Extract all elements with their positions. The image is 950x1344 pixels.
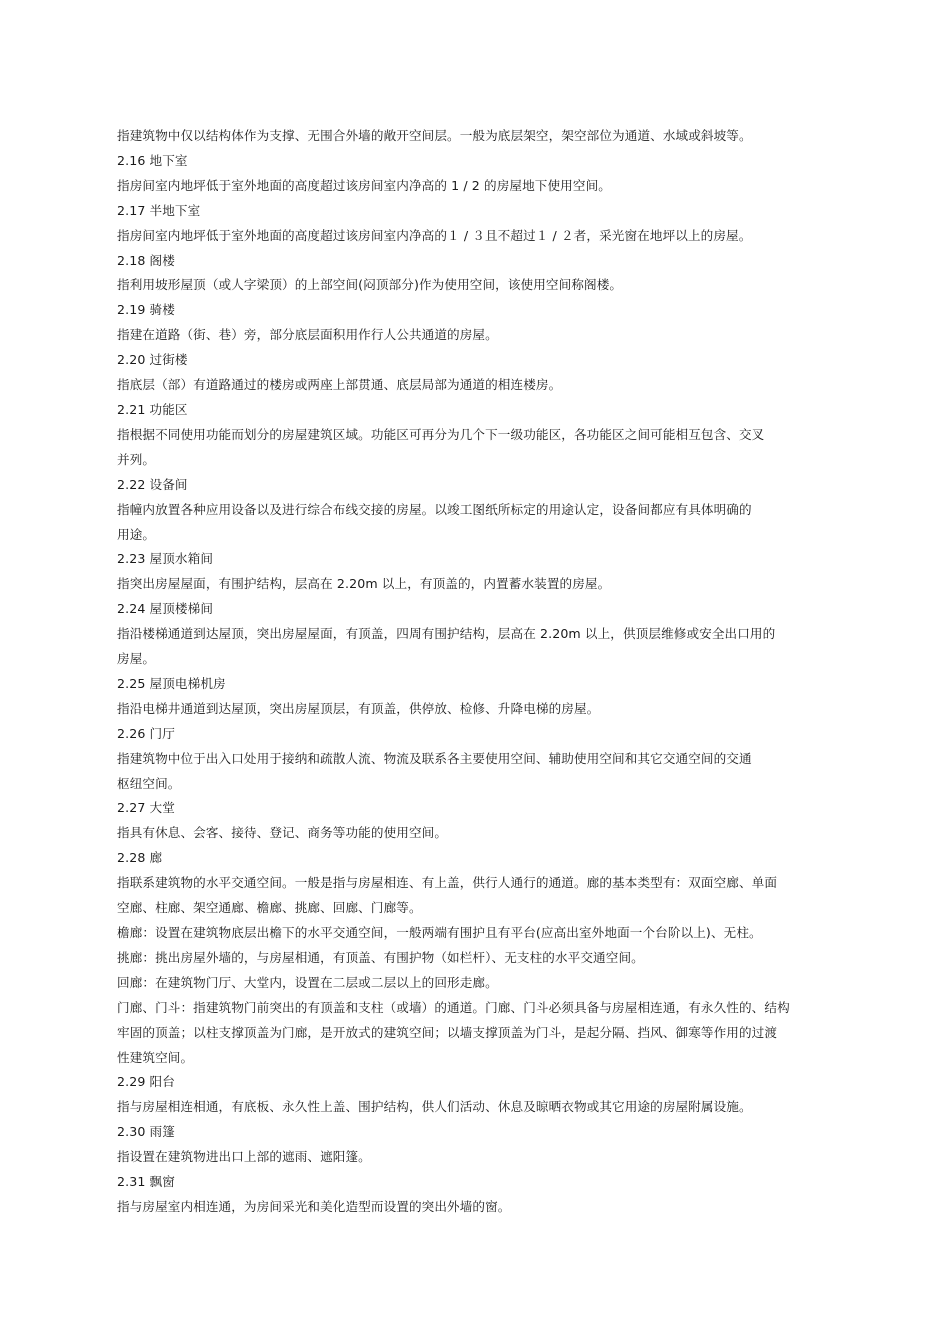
paragraph-line: 指房间室内地坪低于室外地面的高度超过该房间室内净高的１ / ３且不超过１ / ２者，采光窗在地坪以上的房屋。 [117, 227, 752, 243]
paragraph-line: 指底层（部）有道路通过的楼房或两座上部贯通、底层局部为通道的相连楼房。 [117, 377, 562, 393]
section-heading: 2.17 半地下室 [117, 202, 201, 218]
paragraph-line: 指与房屋室内相连通，为房间采光和美化造型而设置的突出外墙的窗。 [117, 1198, 511, 1214]
paragraph-line: 指联系建筑物的水平交通空间。一般是指与房屋相连、有上盖，供行人通行的通道。廊的基本类型有：双面空廊、单面 [117, 875, 778, 891]
section-heading: 2.22 设备间 [117, 476, 188, 492]
paragraph-line: 指房间室内地坪低于室外地面的高度超过该房间室内净高的 1 / 2 的房屋地下使用空间。 [117, 177, 611, 193]
section-heading: 2.31 飘窗 [117, 1174, 175, 1190]
section-heading: 2.23 屋顶水箱间 [117, 551, 214, 567]
section-heading: 2.30 雨篷 [117, 1124, 175, 1140]
paragraph-line: 指幢内放置各种应用设备以及进行综合布线交接的房屋。以竣工图纸所标定的用途认定，设备间都应有具体明确的 [117, 501, 752, 517]
paragraph-line: 空廊、柱廊、架空通廊、檐廊、挑廊、回廊、门廊等。 [117, 900, 422, 916]
paragraph-line: 门廊、门斗：指建筑物门前突出的有顶盖和支柱（或墙）的通道。门廊、门斗必须具备与房屋相连通，有永久性的、结构 [117, 999, 790, 1015]
section-heading: 2.28 廊 [117, 850, 163, 866]
paragraph-line: 回廊：在建筑物门厅、大堂内，设置在二层或二层以上的回形走廊。 [117, 974, 498, 990]
section-heading: 2.19 骑楼 [117, 302, 175, 318]
paragraph-line: 指建筑物中位于出入口处用于接纳和疏散人流、物流及联系各主要使用空间、辅助使用空间和其它交通空间的交通 [117, 750, 752, 766]
paragraph-line: 指根据不同使用功能而划分的房屋建筑区域。功能区可再分为几个下一级功能区，各功能区之间可能相互包含、交叉 [117, 426, 765, 442]
paragraph-line: 檐廊：设置在建筑物底层出檐下的水平交通空间，一般两端有围护且有平台(应高出室外地面一个台阶以上)、无柱。 [117, 925, 762, 940]
section-heading: 2.25 屋顶电梯机房 [117, 675, 226, 691]
paragraph-line: 性建筑空间。 [117, 1049, 194, 1065]
document-body [117, 124, 839, 1220]
paragraph-line: 指沿楼梯通道到达屋顶，突出房屋屋面，有顶盖，四周有围护结构，层高在 2.20m 以上，供顶层维修或安全出口用的 [117, 626, 776, 642]
section-heading: 2.27 大堂 [117, 800, 175, 816]
section-heading: 2.24 屋顶楼梯间 [117, 601, 214, 617]
paragraph-line: 指设置在建筑物进出口上部的遮雨、遮阳篷。 [117, 1149, 371, 1165]
section-heading: 2.26 门厅 [117, 725, 175, 741]
section-heading: 2.29 阳台 [117, 1074, 175, 1090]
section-heading: 2.21 功能区 [117, 401, 188, 417]
paragraph-line: 指具有休息、会客、接待、登记、商务等功能的使用空间。 [117, 825, 448, 841]
paragraph-line: 枢纽空间。 [117, 775, 181, 791]
paragraph-line: 牢固的顶盖；以柱支撑顶盖为门廊，是开放式的建筑空间；以墙支撑顶盖为门斗，是起分隔、挡风、御寒等作用的过渡 [117, 1024, 778, 1040]
paragraph-line: 指建筑物中仅以结构体作为支撑、无围合外墙的敞开空间层。一般为底层架空，架空部位为通道、水域或斜坡等。 [117, 128, 752, 143]
section-heading: 2.18 阁楼 [117, 252, 175, 268]
paragraph-line: 并列。 [117, 451, 156, 467]
paragraph-line: 挑廊：挑出房屋外墙的，与房屋相通，有顶盖、有围护物（如栏杆）、无支柱的水平交通空间。 [117, 949, 644, 965]
section-heading: 2.20 过街楼 [117, 352, 188, 368]
section-heading: 2.16 地下室 [117, 152, 188, 168]
paragraph-line: 房屋。 [117, 651, 156, 667]
paragraph-line: 用途。 [117, 526, 156, 542]
paragraph-line: 指突出房屋屋面，有围护结构，层高在 2.20m 以上，有顶盖的，内置蓄水装置的房屋。 [117, 576, 611, 592]
paragraph-line: 指利用坡形屋顶（或人字梁顶）的上部空间(闷顶部分)作为使用空间，该使用空间称阁楼。 [117, 277, 623, 293]
paragraph-line: 指与房屋相连相通，有底板、永久性上盖、围护结构，供人们活动、休息及晾晒衣物或其它用途的房屋附属设施。 [117, 1099, 752, 1115]
paragraph-line: 指沿电梯井通道到达屋顶，突出房屋顶层，有顶盖，供停放、检修、升降电梯的房屋。 [117, 700, 600, 716]
paragraph-line: 指建在道路（街、巷）旁，部分底层面积用作行人公共通道的房屋。 [117, 327, 498, 343]
